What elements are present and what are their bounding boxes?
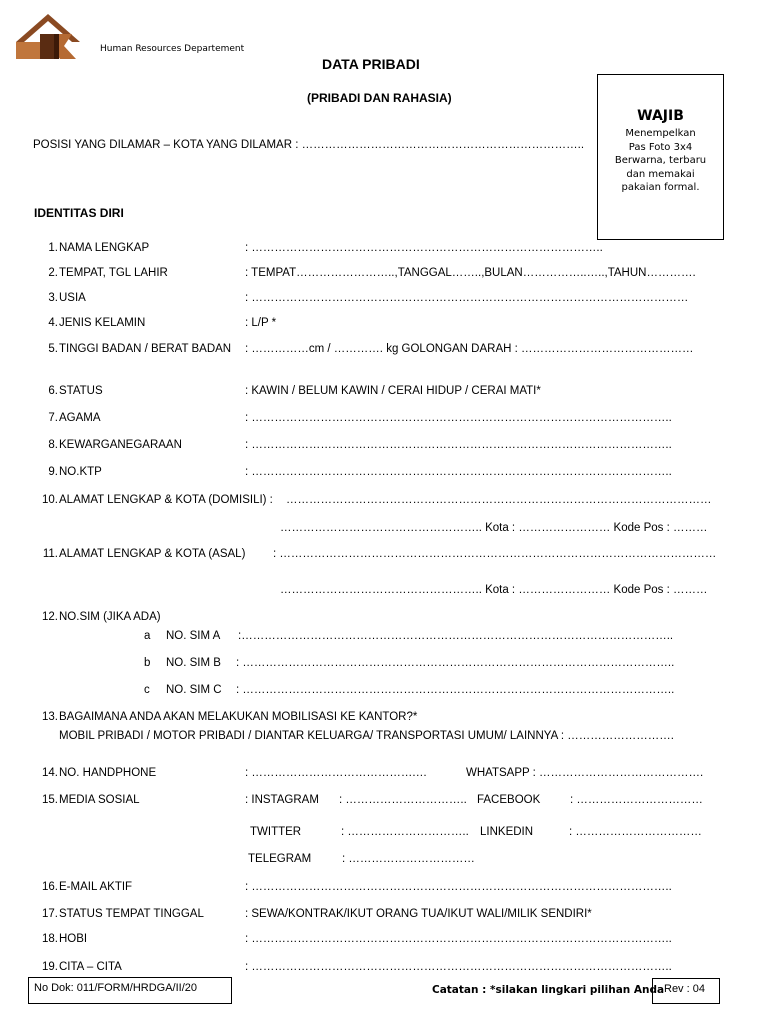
row-label: TEMPAT, TGL LAHIR <box>59 267 168 279</box>
photo-line: dan memakai <box>626 168 695 180</box>
row-label: NO.SIM (JIKA ADA) <box>59 611 161 623</box>
alamat-domisili-kota-input[interactable]: …………………………………………….. Kota : …………………… Kode Pos : ……… <box>280 522 708 534</box>
row-number: 10. <box>42 494 58 506</box>
row-number: 2. <box>48 267 58 279</box>
row-label: JENIS KELAMIN <box>59 317 146 329</box>
twitter-label: TWITTER <box>250 826 302 838</box>
sim-label: NO. SIM C <box>166 684 222 696</box>
row-label: KEWARGANEGARAAN <box>59 439 182 451</box>
posisi-field[interactable]: POSISI YANG DILAMAR – KOTA YANG DILAMAR : ……………………………………………………………….. <box>33 139 585 151</box>
tinggi-berat-input[interactable]: : ……………cm / …………. kg GOLONGAN DARAH : ……………………………………… <box>245 343 694 355</box>
row-label: AGAMA <box>59 412 101 424</box>
alamat-asal-input[interactable]: : …………………………………………………………………………………………………… <box>273 548 717 560</box>
doc-number-box <box>28 977 232 1004</box>
handphone-input[interactable]: : …………………………………….… <box>245 767 428 779</box>
photo-line: Pas Foto 3x4 <box>628 141 693 153</box>
row-number: 8. <box>48 439 58 451</box>
nama-lengkap-input[interactable]: : ……………………………………………………………………………….. <box>245 242 603 254</box>
row-label: HOBI <box>59 933 88 945</box>
row-number: 19. <box>42 961 58 973</box>
row-label: TINGGI BADAN / BERAT BADAN <box>59 343 232 355</box>
row-number: 3. <box>48 292 58 304</box>
row-number: 4. <box>48 317 58 329</box>
row-label: NAMA LENGKAP <box>59 242 150 254</box>
row-number: 5. <box>48 343 58 355</box>
photo-line: pakaian formal. <box>621 182 700 193</box>
sim-label: NO. SIM A <box>166 630 221 642</box>
telegram-label: TELEGRAM <box>248 853 312 865</box>
doc-number: No Dok: 011/FORM/HRDGA/II/20 <box>34 982 198 994</box>
hobi-input[interactable]: : ……………………………………………………………………………………………….. <box>245 933 672 945</box>
row-label: E-MAIL AKTIF <box>59 881 133 893</box>
instagram-label: : INSTAGRAM <box>245 794 319 806</box>
revision-number: Rev : 04 <box>664 983 705 995</box>
telegram-input[interactable]: : …………………………… <box>342 853 475 865</box>
row-number: 16. <box>42 881 58 893</box>
tempat-tgl-lahir-input[interactable]: : TEMPAT……………………..,TANGGAL……..,BULAN……………..…..,TAHUN…………. <box>245 267 696 279</box>
alamat-asal-kota-input[interactable]: …………………………………………….. Kota : …………………… Kode Pos : ……… <box>280 584 708 596</box>
alamat-domisili-input[interactable]: ………………………………………………………………………………………………… <box>286 494 712 506</box>
catatan-note: Catatan : *silakan lingkari pilihan Anda <box>432 984 665 996</box>
company-logo <box>14 12 90 60</box>
usia-input[interactable]: : …………………………………………………………………………………………………… <box>245 292 689 304</box>
row-label: STATUS <box>59 385 103 397</box>
mobilisasi-input[interactable]: MOBIL PRIBADI / MOTOR PRIBADI / DIANTAR KELUARGA/ TRANSPORTASI UMUM/ LAINNYA : ………………………. <box>59 730 674 742</box>
status-tinggal-input[interactable]: : SEWA/KONTRAK/IKUT ORANG TUA/IKUT WALI/MILIK SENDIRI* <box>245 908 592 920</box>
row-number: 6. <box>48 385 58 397</box>
row-number: 12. <box>42 611 58 623</box>
twitter-input[interactable]: : ………………………….. <box>341 826 469 838</box>
department-label: Human Resources Departement <box>100 44 245 54</box>
row-number: 18. <box>42 933 58 945</box>
photo-line: Menempelkan <box>625 128 696 139</box>
photo-line: Berwarna, terbaru <box>614 155 707 166</box>
status-input[interactable]: : KAWIN / BELUM KAWIN / CERAI HIDUP / CERAI MATI* <box>245 385 541 397</box>
photo-title: WAJIB <box>637 108 684 124</box>
sim-letter: c <box>144 684 150 696</box>
agama-input[interactable]: : ……………………………………………………………………………………………….. <box>245 412 672 424</box>
row-label: ALAMAT LENGKAP & KOTA (DOMISILI) : <box>59 494 273 506</box>
instagram-input[interactable]: : ………………………….. <box>339 794 467 806</box>
row-number: 15. <box>42 794 58 806</box>
row-label: NO. HANDPHONE <box>59 767 157 779</box>
page-title: DATA PRIBADI <box>322 56 420 72</box>
jenis-kelamin-input[interactable]: : L/P * <box>245 317 277 329</box>
linkedin-label: LINKEDIN <box>480 826 534 838</box>
row-label: CITA – CITA <box>59 961 122 973</box>
row-number: 9. <box>48 466 58 478</box>
row-number: 14. <box>42 767 58 779</box>
row-number: 11. <box>42 548 58 560</box>
whatsapp-input[interactable]: WHATSAPP : ……………………………………. <box>466 767 704 779</box>
sim-letter: a <box>144 630 151 642</box>
sim-letter: b <box>144 657 151 669</box>
sim-c-input[interactable]: : ………………………………………………………………………………………………….. <box>236 684 675 696</box>
photo-placeholder <box>597 74 724 240</box>
sim-b-input[interactable]: : ………………………………………………………………………………………………….. <box>236 657 675 669</box>
row-label: STATUS TEMPAT TINGGAL <box>59 908 204 920</box>
sim-a-input[interactable]: :………………………………………………………………………………………………….. <box>238 630 674 642</box>
facebook-label: FACEBOOK <box>477 794 541 806</box>
sim-label: NO. SIM B <box>166 657 221 669</box>
kewarganegaraan-input[interactable]: : ……………………………………………………………………………………………….. <box>245 439 672 451</box>
row-number: 7. <box>48 412 58 424</box>
section-title: IDENTITAS DIRI <box>34 206 124 220</box>
email-input[interactable]: : ……………………………………………………………………………………………….. <box>245 881 672 893</box>
row-label: USIA <box>59 292 86 304</box>
cita-cita-input[interactable]: : ……………………………………………………………………………………………….. <box>245 961 672 973</box>
no-ktp-input[interactable]: : ……………………………………………………………………………………………….. <box>245 466 672 478</box>
revision-box <box>652 978 720 1004</box>
photo-instructions <box>602 127 719 195</box>
row-label: BAGAIMANA ANDA AKAN MELAKUKAN MOBILISASI KE KANTOR?* <box>59 711 418 723</box>
row-label: ALAMAT LENGKAP & KOTA (ASAL) <box>59 548 246 560</box>
row-number: 1. <box>48 242 58 254</box>
page-subtitle: (PRIBADI DAN RAHASIA) <box>307 91 452 105</box>
row-number: 17. <box>42 908 58 920</box>
row-label: NO.KTP <box>59 466 102 478</box>
facebook-input[interactable]: : …………………………… <box>570 794 703 806</box>
linkedin-input[interactable]: : …………………………… <box>569 826 702 838</box>
row-number: 13. <box>42 711 58 723</box>
row-label: MEDIA SOSIAL <box>59 794 140 806</box>
